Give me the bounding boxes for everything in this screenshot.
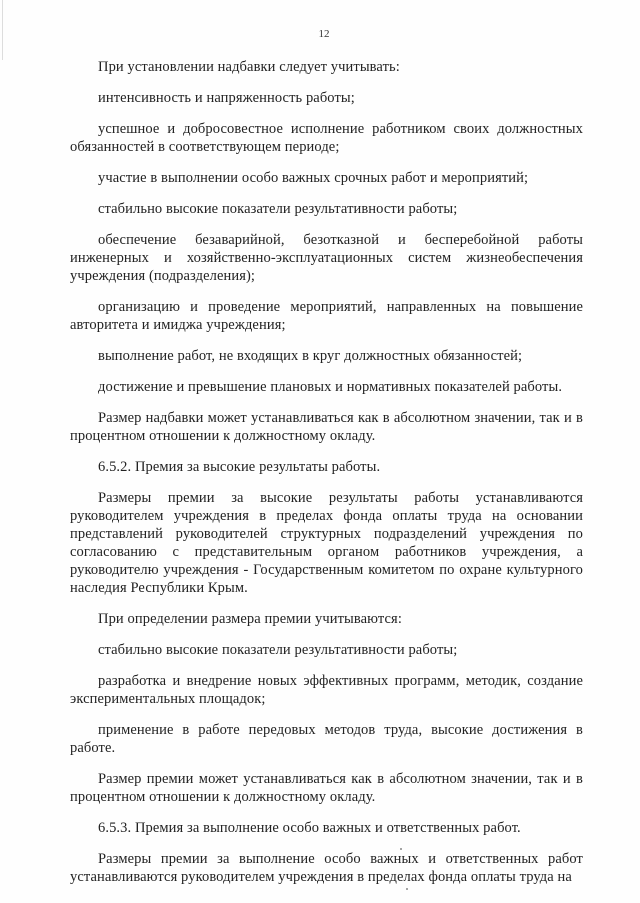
paragraph: успешное и добросовестное исполнение работником своих должностных обязанностей в соответствующем периоде; bbox=[70, 121, 583, 155]
page-number: 12 bbox=[318, 28, 330, 40]
paragraph: интенсивность и напряженность работы; bbox=[98, 90, 355, 106]
section-heading: 6.5.3. Премия за выполнение особо важных и ответственных работ. bbox=[98, 820, 521, 836]
paragraph: выполнение работ, не входящих в круг должностных обязанностей; bbox=[98, 348, 523, 364]
paragraph: Размер премии может устанавливаться как в абсолютном значении, так и в процентном отношении к должностному окладу. bbox=[70, 771, 583, 805]
paragraph: обеспечение безаварийной, безотказной и бесперебойной работы инженерных и хозяйственно-эксплуатационных систем жизнеобеспечения учреждения (подразделения); bbox=[70, 232, 583, 284]
paragraph: Размер надбавки может устанавливаться как в абсолютном значении, так и в процентном отношении к должностному окладу. bbox=[70, 410, 583, 444]
scan-speck bbox=[400, 848, 402, 850]
paragraph: Размеры премии за выполнение особо важных и ответственных работ устанавливаются руководителем учреждения в пределах фонда оплаты труда на bbox=[70, 851, 583, 885]
paragraph: При определении размера премии учитываются: bbox=[98, 611, 402, 627]
paragraph: участие в выполнении особо важных срочных работ и мероприятий; bbox=[98, 170, 529, 186]
paragraph: применение в работе передовых методов труда, высокие достижения в работе. bbox=[70, 722, 583, 756]
paragraph: Размеры премии за высокие результаты работы устанавливаются руководителем учреждения в пределах фонда оплаты труда на основании представлений руководителей структурных подразделений учреждения по согласованию с представительным органом работников учреждения, а руководителю учреждения - Государственным комитетом по охране культурного наследия Республики Крым. bbox=[70, 490, 583, 596]
paragraph: стабильно высокие показатели результативности работы; bbox=[98, 201, 458, 217]
paragraph: При установлении надбавки следует учитывать: bbox=[98, 59, 400, 75]
paragraph: разработка и внедрение новых эффективных программ, методик, создание экспериментальных площадок; bbox=[70, 673, 583, 707]
paragraph: достижение и превышение плановых и нормативных показателей работы. bbox=[98, 379, 563, 395]
document-body bbox=[70, 58, 583, 899]
paragraph: организацию и проведение мероприятий, направленных на повышение авторитета и имиджа учреждения; bbox=[70, 299, 583, 333]
scan-speck bbox=[406, 888, 408, 890]
section-heading: 6.5.2. Премия за высокие результаты работы. bbox=[98, 459, 381, 475]
paragraph: стабильно высокие показатели результативности работы; bbox=[98, 642, 458, 658]
